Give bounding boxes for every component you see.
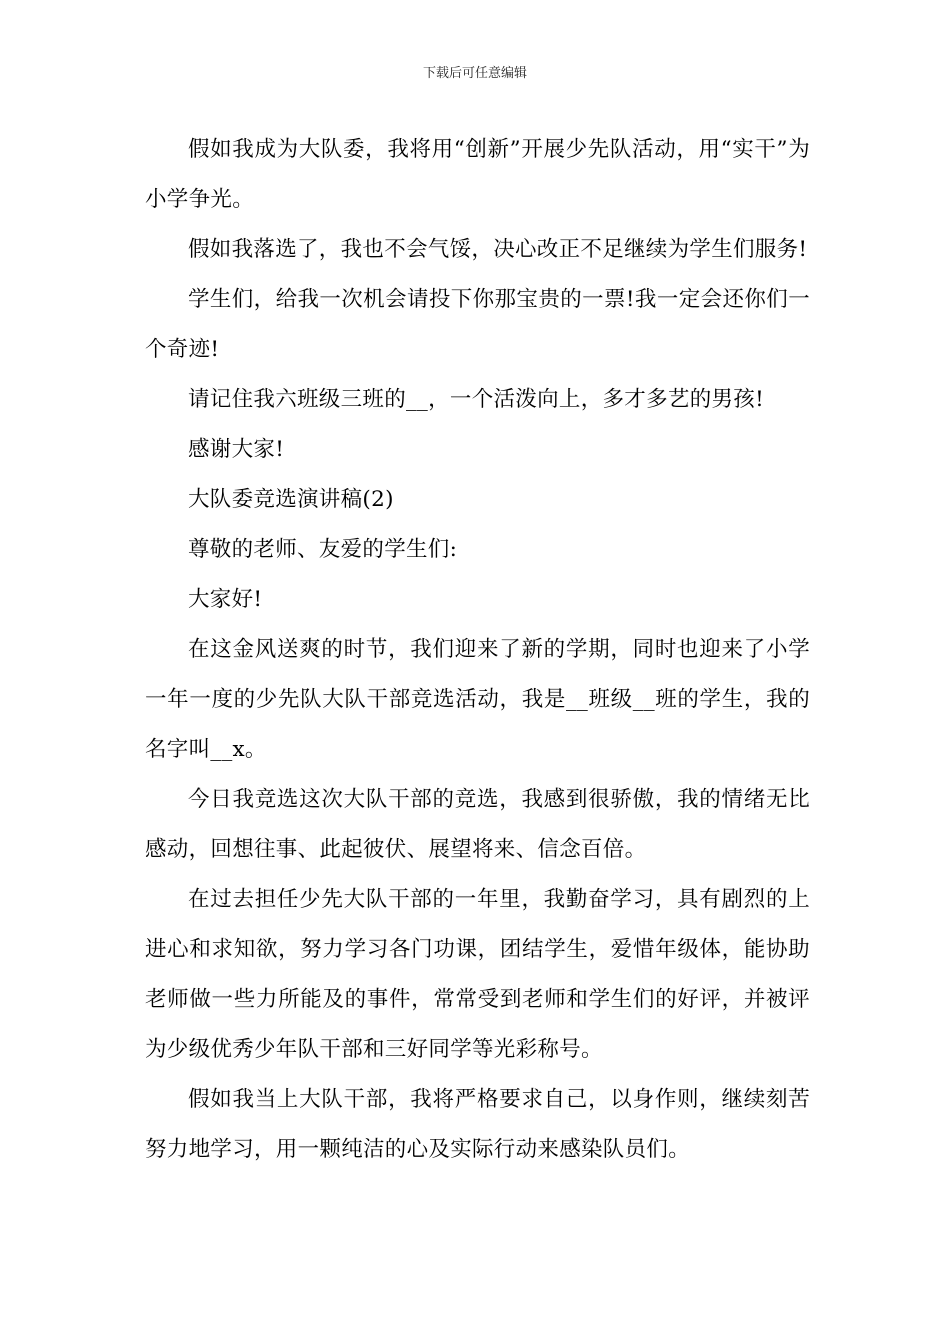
paragraph: 在过去担任少先大队干部的一年里，我勤奋学习，具有剧烈的上进心和求知欲，努力学习各门功课，团结学生，爱惜年级体，能协助老师做一些力所能及的事件，常常受到老师和学生们的好评，并被评为少级优秀少年队干部和三好同学等光彩称号。: [145, 887, 810, 1062]
paragraph: 在这金风送爽的时节，我们迎来了新的学期，同时也迎来了小学一年一度的少先队大队干部竞选活动，我是__班级__班的学生，我的名字叫__x。: [145, 637, 810, 762]
paragraph: 请记住我六班级三班的__，一个活泼向上，多才多艺的男孩!: [188, 387, 765, 412]
section-title: 大队委竞选演讲稿(2): [188, 487, 394, 512]
page-header: 下载后可任意编辑: [422, 66, 527, 81]
document-body: [145, 125, 810, 1175]
paragraph: 今日我竞选这次大队干部的竞选，我感到很骄傲，我的情绪无比感动，回想往事、此起彼伏、展望将来、信念百倍。: [145, 787, 810, 862]
paragraph: 假如我成为大队委，我将用“创新”开展少先队活动，用“实干”为小学争光。: [145, 137, 810, 212]
paragraph: 学生们，给我一次机会请投下你那宝贵的一票!我一定会还你们一个奇迹!: [145, 287, 810, 362]
paragraph: 假如我落选了，我也不会气馁，决心改正不足继续为学生们服务!: [188, 237, 808, 262]
paragraph: 感谢大家!: [188, 437, 285, 462]
greeting: 大家好!: [188, 587, 263, 612]
paragraph: 假如我当上大队干部，我将严格要求自己，以身作则，继续刻苦努力地学习，用一颗纯洁的心及实际行动来感染队员们。: [145, 1087, 810, 1162]
salutation: 尊敬的老师、友爱的学生们:: [188, 537, 458, 562]
